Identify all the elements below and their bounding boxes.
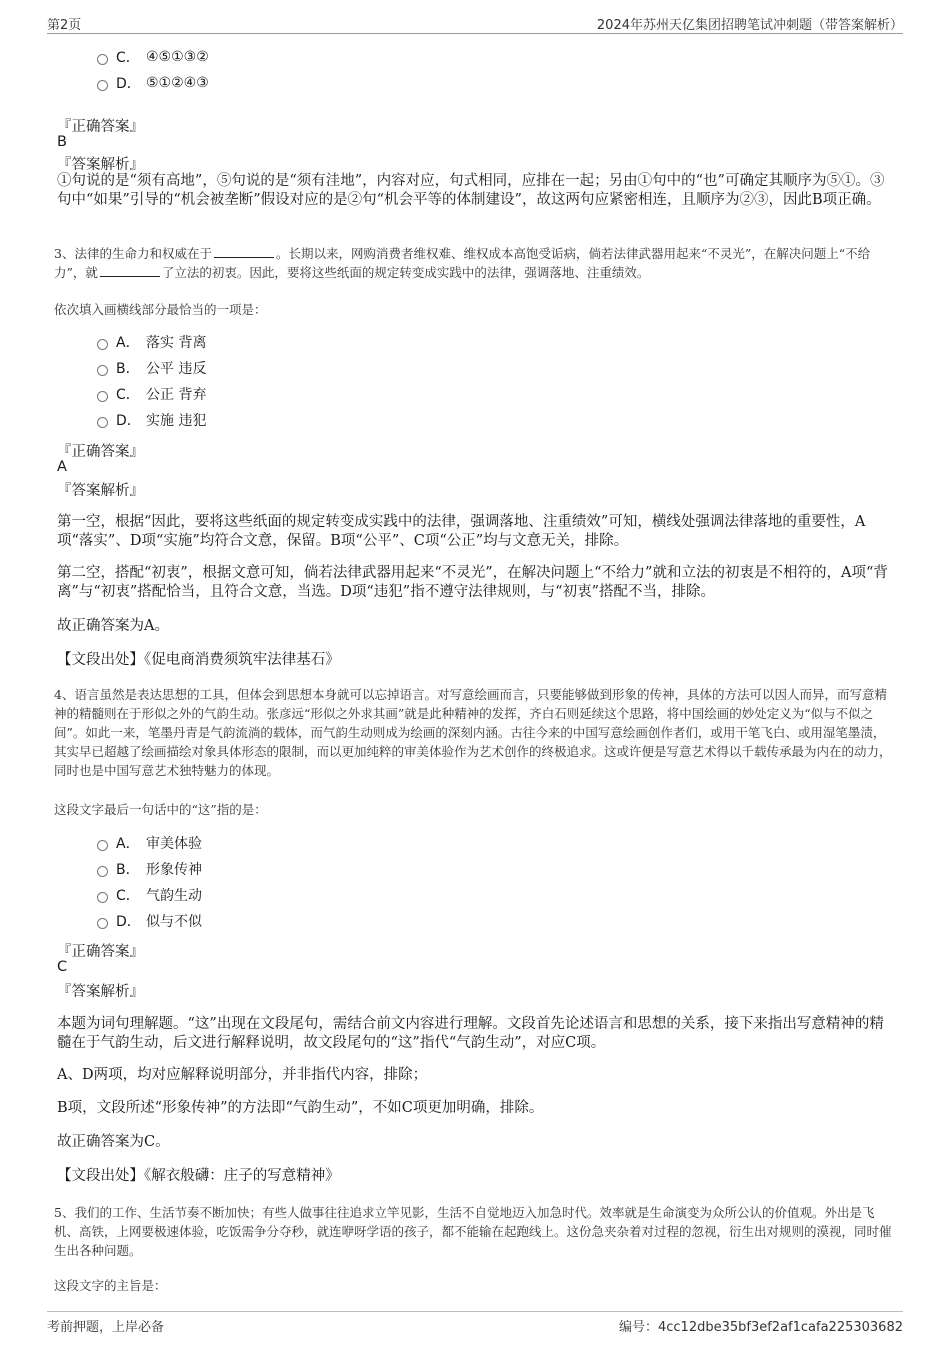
- option-letter: D．: [116, 413, 141, 429]
- q4-question: 4、语言虽然是表达思想的工具，但体会到思想本身就可以忘掉语言。对写意绘画而言，只要能够做到形象的传神，具体的方法可以因人而异，而写意精神的精髓则在于形似之外的气韵生动。张彦远“形似之外求其画”就是此种精神的发挥，齐白石则延续这个思路，将中国绘画的妙处定义为“似与不似之间”。如此一来，笔墨丹青是气韵流淌的载体，而气韵生动则成为绘画的深刻内涵。古往今来的中国写意绘画创作者们，或用干笔飞白、或用湿笔墨渍，其实早已超越了绘画描绘对象具体形态的限制，而以更加纯粹的审美体验作为艺术创作的终极追求。这或许便是写意艺术得以千载传承最为内在的动力，同时也是中国写意艺术独特魅力的体现。: [54, 687, 892, 778]
- radio-icon[interactable]: [97, 54, 108, 65]
- option-letter: B．: [116, 862, 140, 878]
- option-text: 形象传神: [146, 862, 202, 878]
- option-text: 公正 背弃: [146, 387, 207, 403]
- q4-answer-label: 『正确答案』: [57, 944, 144, 960]
- q2-analysis: ①句说的是“须有高地”，⑤句说的是“须有洼地”，内容对应，句式相同，应排在一起；另由①句中的“也”可确定其顺序为⑤①。③句中“如果”引导的“机会被垄断”假设对应的是②句“机会平等的体制建设”，故这两句应紧密相连，且顺序为②③，因此B项正确。: [57, 173, 885, 208]
- q3-analysis-p1: 第一空，根据“因此，要将这些纸面的规定转变成实践中的法律，强调落地、注重绩效”可知，横线处强调法律落地的重要性，A项“落实”、D项“实施”均符合文意，保留。B项“公平”、C项“公正”均与文意无关，排除。: [57, 514, 866, 549]
- option-letter: A．: [116, 836, 140, 852]
- option-text: 似与不似: [146, 914, 202, 930]
- option-letter: C．: [116, 50, 140, 66]
- option-text: ⑤①②④③: [146, 75, 209, 91]
- option-text: 审美体验: [146, 836, 202, 852]
- footer-slogan: 考前押题，上岸必备: [47, 1320, 165, 1335]
- q3-analysis-p3: 故正确答案为A。: [57, 618, 169, 634]
- option-text: 实施 违犯: [146, 413, 207, 429]
- q3-analysis-p2: 第二空，搭配“初衷”，根据文意可知，倘若法律武器用起来“不灵光”，在解决问题上“不给力”就和立法的初衷是不相符的，A项“背离”与“初衷”搭配恰当，且符合文意，当选。D项“违犯”指不遵守法律规则，与“初衷”搭配不当，排除。: [57, 565, 888, 600]
- radio-icon[interactable]: [97, 866, 108, 877]
- option-text: 气韵生动: [146, 888, 202, 904]
- document-title: 2024年苏州天亿集团招聘笔试冲刺题（带答案解析）: [596, 18, 903, 33]
- q3-source: 【文段出处】《促电商消费须筑牢法律基石》: [57, 652, 340, 668]
- option-letter: C．: [116, 387, 140, 403]
- q3-text-part1: 3、法律的生命力和权威在于: [54, 246, 212, 261]
- q3-blank-1: [214, 245, 274, 258]
- q2-option-d[interactable]: [97, 73, 209, 93]
- q3-answer: A: [57, 459, 67, 475]
- option-letter: C．: [116, 888, 140, 904]
- radio-icon[interactable]: [97, 365, 108, 376]
- q4-option-d[interactable]: [97, 911, 202, 931]
- q4-analysis-p3: B项，文段所述“形象传神”的方法即“气韵生动”，不如C项更加明确，排除。: [57, 1100, 544, 1116]
- q3-option-d[interactable]: [97, 410, 206, 430]
- q2-answer: B: [57, 134, 67, 150]
- option-letter: D．: [116, 76, 141, 92]
- option-text: 公平 违反: [146, 361, 207, 377]
- page-header: [47, 13, 903, 34]
- radio-icon[interactable]: [97, 417, 108, 428]
- q4-option-b[interactable]: [97, 859, 202, 879]
- q4-prompt: 这段文字最后一句话中的“这”指的是：: [54, 802, 267, 817]
- q3-option-a[interactable]: [97, 332, 206, 352]
- q4-option-c[interactable]: [97, 885, 202, 905]
- q3-prompt: 依次填入画横线部分最恰当的一项是：: [54, 302, 267, 317]
- q4-analysis-p4: 故正确答案为C。: [57, 1134, 170, 1150]
- q3-question: [54, 244, 892, 282]
- q3-answer-label: 『正确答案』: [57, 444, 144, 460]
- q5-question: 5、我们的工作、生活节奏不断加快；有些人做事往往追求立竿见影，生活不自觉地迈入加急时代。效率就是生命演变为众所公认的价值观。外出是飞机、高铁，上网要极速体验，吃饭需争分夺秒，就连咿呀学语的孩子，都不能输在起跑线上。这份急夹杂着对过程的忽视，衍生出对规则的漠视，同时催生出各种问题。: [54, 1205, 892, 1258]
- radio-icon[interactable]: [97, 918, 108, 929]
- option-text: ④⑤①③②: [146, 49, 209, 65]
- option-text: 落实 背离: [146, 335, 207, 351]
- radio-icon[interactable]: [97, 892, 108, 903]
- document-id: 编号：4cc12dbe35bf3ef2af1cafa225303682: [618, 1320, 903, 1335]
- q3-text-part3: 了立法的初衷。因此，要将这些纸面的规定转变成实践中的法律，强调落地、注重绩效。: [161, 265, 650, 280]
- radio-icon[interactable]: [97, 80, 108, 91]
- radio-icon[interactable]: [97, 339, 108, 350]
- q2-option-c[interactable]: [97, 47, 209, 67]
- q4-option-a[interactable]: [97, 833, 202, 853]
- radio-icon[interactable]: [97, 391, 108, 402]
- radio-icon[interactable]: [97, 840, 108, 851]
- q3-blank-2: [100, 264, 160, 277]
- option-letter: A．: [116, 335, 140, 351]
- q4-analysis-p2: A、D两项，均对应解释说明部分，并非指代内容，排除；: [57, 1067, 428, 1083]
- q3-analysis-label: 『答案解析』: [57, 483, 144, 499]
- q2-analysis-label: 『答案解析』: [57, 157, 144, 173]
- page-footer: [47, 1311, 903, 1334]
- q4-source: 【文段出处】《解衣般礴：庄子的写意精神》: [57, 1168, 340, 1184]
- q3-text-part2: 。长期以来，网购消费者维权难、维权成本高饱受诟病，倘若法律武器用起来“不灵光”，在解决问题上“不给力”，就: [54, 246, 871, 280]
- q4-analysis-label: 『答案解析』: [57, 984, 144, 1000]
- q3-option-b[interactable]: [97, 358, 206, 378]
- page-number: 第2页: [47, 18, 82, 33]
- q5-prompt: 这段文字的主旨是：: [54, 1278, 167, 1293]
- q3-option-c[interactable]: [97, 384, 206, 404]
- q4-analysis-p1: 本题为词句理解题。“这”出现在文段尾句，需结合前文内容进行理解。文段首先论述语言和思想的关系，接下来指出写意精神的精髓在于气韵生动，后文进行解释说明，故文段尾句的“这”指代“气韵生动”，对应C项。: [57, 1016, 884, 1051]
- q2-answer-label: 『正确答案』: [57, 119, 144, 135]
- q4-answer: C: [57, 959, 68, 975]
- option-letter: B．: [116, 361, 140, 377]
- option-letter: D．: [116, 914, 141, 930]
